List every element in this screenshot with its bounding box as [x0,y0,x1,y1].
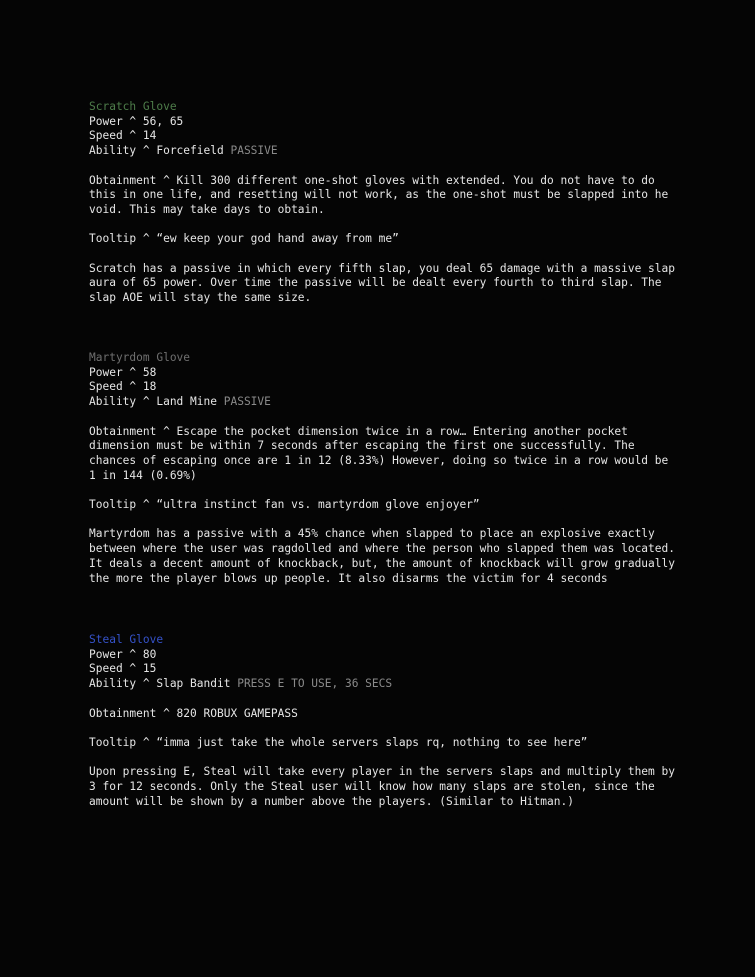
glove-description: Upon pressing E, Steal will take every player in the servers slaps and multiply them by 3 for 12 seconds. Only the Steal user will know how many slaps are stolen, since the amount will be shown by a number above the players. (Similar to Hitman.) [89,765,675,808]
glove-entry-scratch [89,100,689,306]
ability-label: Ability ^ Forcefield [89,144,224,158]
glove-description: Martyrdom has a passive with a 45% chance when slapped to place an explosive exactly between where the user was ragdolled and where the person who slapped them was located. It deals a decent amount of knockback, but, the amount of knockback will grow gradually the more the player blows up people. It also disarms the victim for 4 seconds [89,527,675,585]
ability-tag: PRESS E TO USE, 36 SECS [237,677,393,691]
glove-ability [89,144,689,159]
ability-label: Ability ^ Land Mine [89,395,217,409]
glove-power: Power ^ 80 [89,647,157,661]
ability-label: Ability ^ Slap Bandit [89,677,231,691]
glove-title: Martyrdom Glove [89,351,191,364]
glove-tooltip: Tooltip ^ “imma just take the whole servers slaps rq, nothing to see here” [89,735,588,749]
glove-title: Steal Glove [89,633,164,646]
glove-power: Power ^ 58 [89,365,157,379]
glove-description: Scratch has a passive in which every fifth slap, you deal 65 damage with a massive slap aura of 65 power. Over time the passive will be dealt every fourth to third slap. The slap AOE will stay the same size. [89,261,675,305]
glove-obtainment: Obtainment ^ Escape the pocket dimension twice in a row… Entering another pocket dimension must be within 7 seconds after escaping the first one successfully. The chances of escaping once are 1 in 12 (8.33%) However, doing so twice in a row would be 1 in 144 (0.69%) [89,424,669,482]
glove-obtainment: Obtainment ^ 820 ROBUX GAMEPASS [89,706,298,720]
ability-tag: PASSIVE [223,395,271,409]
glove-speed: Speed ^ 14 [89,129,157,143]
glove-power: Power ^ 56, 65 [89,114,184,128]
glove-entry-martyrdom [89,351,689,586]
glove-title: Scratch Glove [89,100,177,113]
glove-tooltip: Tooltip ^ “ultra instinct fan vs. martyrdom glove enjoyer” [89,498,480,511]
glove-obtainment: Obtainment ^ Kill 300 different one-shot gloves with extended. You do not have to do this in one life, and resetting will not work, as the one-shot must be slapped into he void. This may take days to obtain. [89,173,669,216]
glove-ability [89,395,689,410]
ability-tag: PASSIVE [230,144,278,158]
glove-tooltip: Tooltip ^ “ew keep your god hand away from me” [89,232,399,246]
glove-speed: Speed ^ 18 [89,380,157,394]
glove-ability [89,677,689,692]
document-page [89,100,689,808]
glove-speed: Speed ^ 15 [89,662,157,676]
glove-entry-steal [89,633,689,809]
